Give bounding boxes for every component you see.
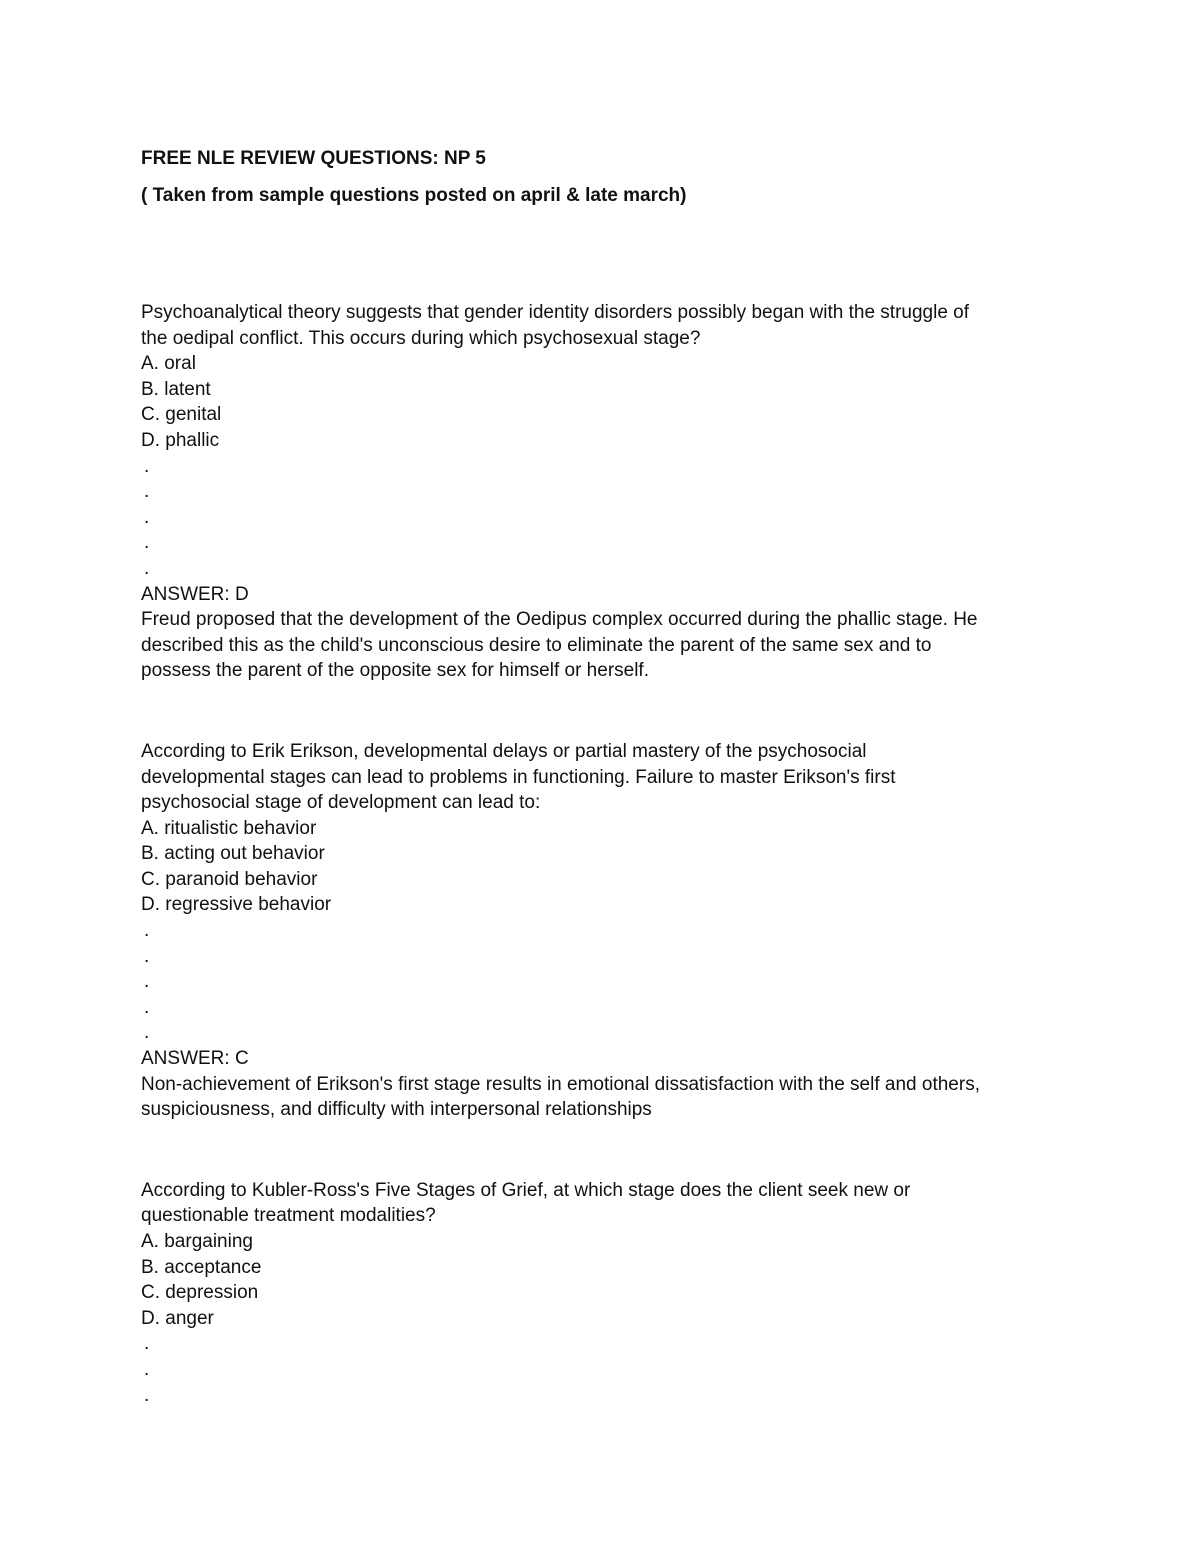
spacer-dot: .	[144, 455, 150, 477]
answer-label: ANSWER: C	[141, 1048, 249, 1070]
rationale-line: suspiciousness, and difficulty with interpersonal relationships	[141, 1099, 652, 1121]
rationale-line: possess the parent of the opposite sex for himself or herself.	[141, 660, 649, 682]
spacer-dot: .	[144, 945, 150, 967]
spacer-dot: .	[144, 557, 150, 579]
option-c: C. depression	[141, 1282, 259, 1304]
option-d: D. phallic	[141, 429, 220, 451]
spacer-dot: .	[144, 1333, 150, 1355]
question-stem-line: the oedipal conflict. This occurs during which psychosexual stage?	[141, 327, 701, 349]
option-c: C. paranoid behavior	[141, 868, 318, 890]
option-b: B. acceptance	[141, 1256, 262, 1278]
spacer-dot: .	[144, 920, 150, 942]
question-3	[141, 1178, 1081, 1408]
question-1	[141, 300, 1081, 684]
spacer-dot: .	[144, 1384, 150, 1406]
spacer-dot: .	[144, 532, 150, 554]
question-stem-line: Psychoanalytical theory suggests that gender identity disorders possibly began with the struggle of	[141, 302, 970, 323]
rationale-line: described this as the child's unconscious desire to eliminate the parent of the same sex and to	[141, 634, 932, 656]
option-b: B. acting out behavior	[141, 843, 325, 865]
spacer-dot: .	[144, 971, 150, 993]
option-a: A. ritualistic behavior	[141, 817, 317, 839]
option-d: D. regressive behavior	[141, 894, 332, 916]
spacer-dot: .	[144, 481, 150, 503]
spacer-dot: .	[144, 1358, 150, 1380]
question-stem-line: According to Kubler-Ross's Five Stages of Grief, at which stage does the client seek new or	[141, 1179, 911, 1201]
spacer-dot: .	[144, 1022, 150, 1044]
rationale-line: Non-achievement of Erikson's first stage results in emotional dissatisfaction with the self and others,	[141, 1073, 980, 1095]
rationale-line: Freud proposed that the development of the Oedipus complex occurred during the phallic stage. He	[141, 609, 978, 631]
option-c: C. genital	[141, 404, 222, 426]
spacer-dot: .	[144, 996, 150, 1018]
question-stem-line: questionable treatment modalities?	[141, 1205, 436, 1227]
question-2	[141, 739, 1081, 1123]
question-stem-line: developmental stages can lead to problems in functioning. Failure to master Erikson's first	[141, 766, 896, 788]
answer-label: ANSWER: D	[141, 583, 249, 605]
document-subtitle: ( Taken from sample questions posted on april & late march)	[141, 185, 687, 206]
option-d: D. anger	[141, 1307, 214, 1329]
option-b: B. latent	[141, 378, 211, 400]
option-a: A. bargaining	[141, 1231, 253, 1252]
option-a: A. oral	[141, 353, 196, 375]
spacer-dot: .	[144, 506, 150, 528]
question-stem-line: psychosocial stage of development can lead to:	[141, 792, 541, 814]
document-content	[141, 146, 1081, 1408]
question-stem-line: According to Erik Erikson, developmental delays or partial mastery of the psychosocial	[141, 740, 867, 762]
document-title: FREE NLE REVIEW QUESTIONS: NP 5	[141, 148, 486, 169]
